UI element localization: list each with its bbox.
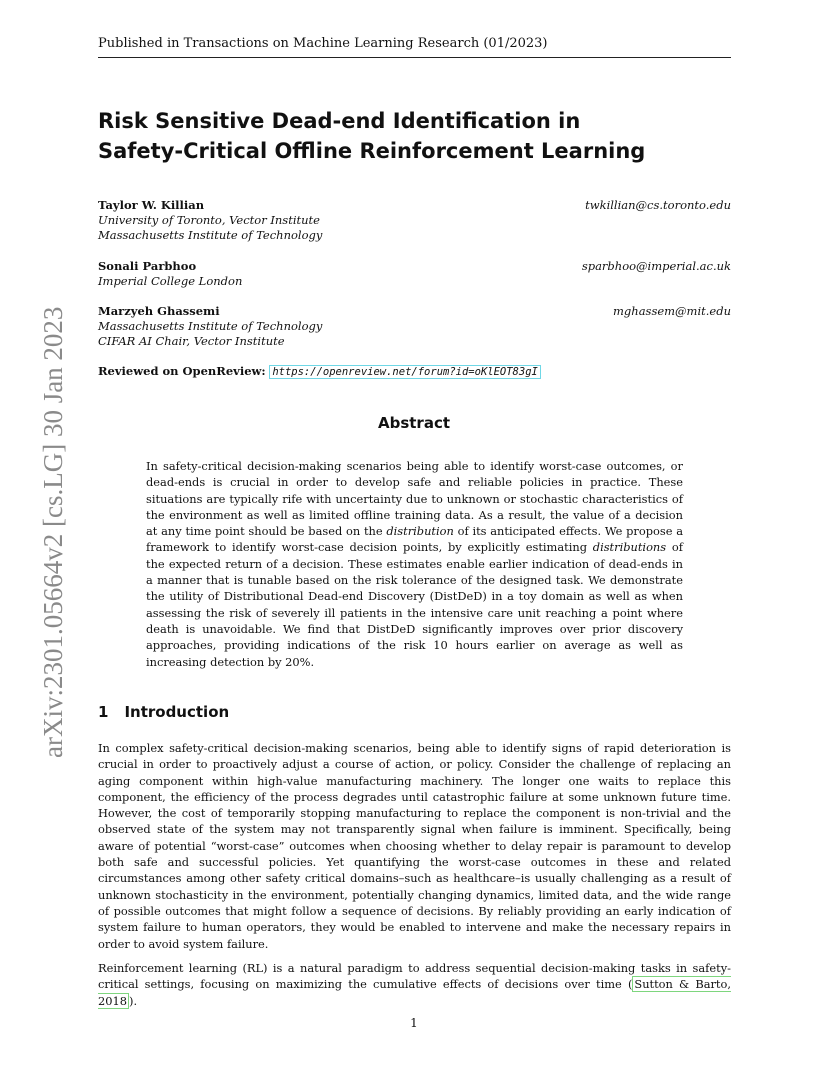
author-block-2: [98, 258, 731, 289]
author-block-1: [98, 197, 731, 243]
author-email[interactable]: twkillian@cs.toronto.edu: [585, 198, 731, 212]
author-block-3: [98, 303, 731, 349]
section-title: Introduction: [124, 703, 230, 721]
intro-paragraph-1: In complex safety-critical decision-making scenarios, being able to identify signs of rapid deterioration is crucial in order to proactively adjust a course of action, or policy. Consider the challenge of replacing an aging component within high-value manufacturing machinery. The longer one waits to replace this component, the efficiency of the process degrades until catastrophic failure at some unknown future time. However, the cost of temporarily stopping manufacturing to replace the component is non-trivial and the observed state of the system may not transparently signal when failure is imminent. Specifically, being aware of potential “worst-case” outcomes when choosing whether to delay repair is paramount to develop both safe and successful policies. Yet quantifying the worst-case outcomes in these and related circumstances among other safety critical domains–such as healthcare–is usually challenging as a result of unknown stochasticity in the environment, potentially changing dynamics, limited data, and the wide range of possible outcomes that might follow a sequence of decisions. By reliably providing an early indication of system failure to human operators, they would be enabled to intervene and make the necessary repairs in order to avoid system failure.: [98, 741, 731, 951]
section-number: 1: [98, 703, 109, 721]
running-header: Published in Transactions on Machine Learning Research (01/2023): [98, 36, 731, 58]
openreview-link[interactable]: https://openreview.net/forum?id=oKlEOT83gI: [269, 365, 541, 379]
section-heading: [98, 703, 229, 721]
author-affiliation: Massachusetts Institute of Technology: [98, 228, 323, 242]
title-line-2: Safety-Critical Offline Reinforcement Learning: [98, 139, 646, 163]
review-label: Reviewed on OpenReview:: [98, 364, 266, 378]
author-name: Taylor W. Killian: [98, 198, 205, 212]
intro-paragraph-2: Reinforcement learning (RL) is a natural paradigm to address sequential decision-making tasks in safety-critical settings, focusing on maximizing the cumulative effects of decisions over time ( Sutton & Barto, 2018 ).: [98, 961, 731, 1008]
author-affiliation: University of Toronto, Vector Institute: [98, 213, 320, 227]
emphasis: distributions: [592, 540, 667, 555]
page-number: 1: [410, 1016, 418, 1030]
author-affiliation: Imperial College London: [98, 274, 243, 288]
author-email[interactable]: mghassem@mit.edu: [613, 304, 731, 318]
title-line-1: Risk Sensitive Dead-end Identification in: [98, 109, 581, 133]
emphasis: distribution: [386, 524, 454, 539]
citation-link[interactable]: Sutton & Barto, 2018: [98, 977, 731, 1008]
paper-title: [98, 106, 738, 166]
author-email[interactable]: sparbhoo@imperial.ac.uk: [581, 259, 731, 273]
abstract-body: In safety-critical decision-making scenarios being able to identify worst-case outcomes, or dead-ends is crucial in order to develop safe and reliable policies in practice. These situations are typically rife with uncertainty due to unknown or stochastic characteristics of the environment as well as limited offline training data. As a result, the value of a decision at any time point should be based on the distribution of its anticipated effects. We propose a framework to identify worst-case decision points, by explicitly estimating distributions of the expected return of a decision. These estimates enable earlier indication of dead-ends in a manner that is tunable based on the risk tolerance of the designed task. We demonstrate the utility of Distributional Dead-end Discovery (DistDeD) in a toy domain as well as when assessing the risk of severely ill patients in the intensive care unit reaching a point where death is unavoidable. We find that DistDeD significantly improves over prior discovery approaches, providing indications of the risk 10 hours earlier on average as well as increasing detection by 20%.: [146, 459, 683, 669]
author-name: Marzyeh Ghassemi: [98, 304, 220, 318]
abstract-heading: Abstract: [377, 414, 451, 432]
author-affiliation: CIFAR AI Chair, Vector Institute: [98, 334, 285, 348]
review-line: [98, 364, 541, 378]
author-affiliation: Massachusetts Institute of Technology: [98, 319, 323, 333]
arxiv-stamp: arXiv:2301.05664v2 [cs.LG] 30 Jan 2023: [38, 306, 68, 758]
author-name: Sonali Parbhoo: [98, 259, 197, 273]
